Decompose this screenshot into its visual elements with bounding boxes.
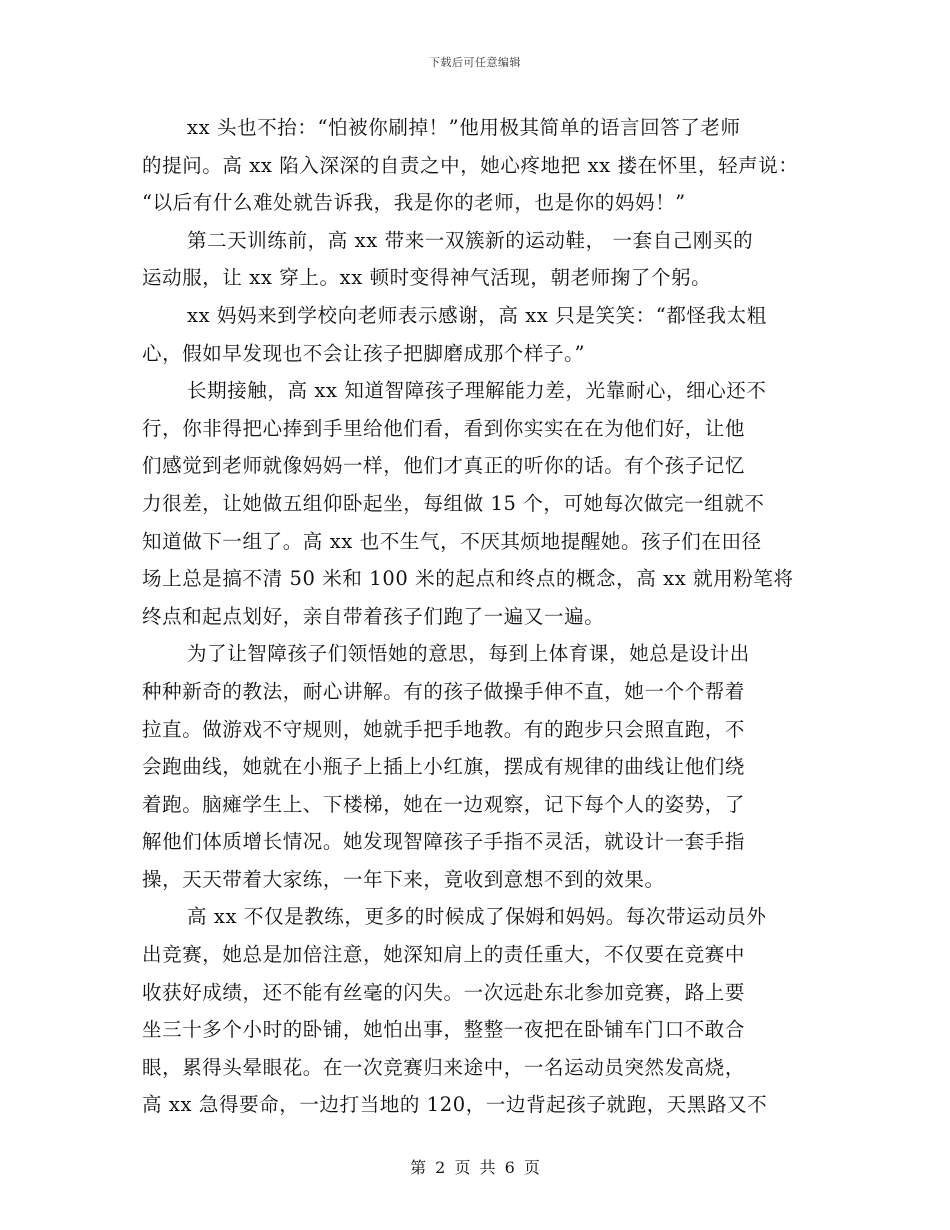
text-line: 高 xx 不仅是教练，更多的时候成了保姆和妈妈。每次带运动员外 xyxy=(187,905,767,929)
text-line: 高 xx 急得要命，一边打当地的 120，一边背起孩子就跑，天黑路又不 xyxy=(142,1093,768,1117)
text-line: xx 妈妈来到学校向老师表示感谢，高 xx 只是笑笑：“都怪我太粗 xyxy=(187,303,767,327)
text-line: 长期接触，高 xx 知道智障孩子理解能力差，光靠耐心，细心还不 xyxy=(187,379,767,403)
text-line: 场上总是搞不清 50 米和 100 米的起点和终点的概念，高 xx 就用粉笔将 xyxy=(142,567,794,591)
text-line: 着跑。脑瘫学生上、下楼梯，她在一边观察，记下每个人的姿势，了 xyxy=(142,792,746,816)
text-line: 操，天天带着大家练，一年下来，竟收到意想不到的效果。 xyxy=(142,867,665,891)
text-line: 的提问。高 xx 陷入深深的自责之中，她心疼地把 xx 搂在怀里，轻声说： xyxy=(142,153,799,177)
text-line: 种种新奇的教法，耐心讲解。有的孩子做操手伸不直，她一个个帮着 xyxy=(142,679,746,703)
text-line: 会跑曲线，她就在小瓶子上插上小红旗，摆成有规律的曲线让他们绕 xyxy=(142,755,746,779)
text-line: 心，假如早发现也不会让孩子把脚磨成那个样子。” xyxy=(142,341,586,365)
body-text xyxy=(142,109,822,1124)
text-line: 第二天训练前，高 xx 带来一双簇新的运动鞋， 一套自己刚买的 xyxy=(187,228,754,252)
text-line: “以后有什么难处就告诉我，我是你的老师，也是你的妈妈！” xyxy=(142,191,686,215)
text-line: xx 头也不抬：“怕被你刷掉！”他用极其简单的语言回答了老师 xyxy=(187,116,741,139)
text-line: 拉直。做游戏不守规则，她就手把手地教。有的跑步只会照直跑，不 xyxy=(142,717,746,741)
text-line: 们感觉到老师就像妈妈一样，他们才真正的听你的话。有个孩子记忆 xyxy=(142,454,746,478)
text-line: 坐三十多个小时的卧铺，她怕出事，整整一夜把在卧铺车门口不敢合 xyxy=(142,1018,746,1042)
page-header: 下载后可任意编辑 xyxy=(429,56,521,69)
text-line: 力很差，让她做五组仰卧起坐，每组做 15 个，可她每次做完一组就不 xyxy=(142,491,765,515)
text-line: 眼，累得头晕眼花。在一次竞赛归来途中，一名运动员突然发高烧， xyxy=(142,1055,746,1079)
text-line: 知道做下一组了。高 xx 也不生气，不厌其烦地提醒她。孩子们在田径 xyxy=(142,529,762,553)
page-number: 第 2 页 共 6 页 xyxy=(410,1158,540,1177)
text-line: 收获好成绩，还不能有丝毫的闪失。一次远赴东北参加竞赛，路上要 xyxy=(142,980,746,1004)
text-line: 行，你非得把心捧到手里给他们看，看到你实实在在为他们好，让他 xyxy=(142,416,746,440)
text-line: 解他们体质增长情况。她发现智障孩子手指不灵活，就设计一套手指 xyxy=(142,830,746,854)
text-line: 运动服，让 xx 穿上。xx 顿时变得神气活现，朝老师掬了个躬。 xyxy=(142,266,712,290)
text-line: 为了让智障孩子们领悟她的意思，每到上体育课，她总是设计出 xyxy=(187,642,750,666)
text-line: 出竞赛，她总是加倍注意，她深知肩上的责任重大，不仅要在竞赛中 xyxy=(142,943,746,967)
text-line: 终点和起点划好，亲自带着孩子们跑了一遍又一遍。 xyxy=(142,604,605,628)
